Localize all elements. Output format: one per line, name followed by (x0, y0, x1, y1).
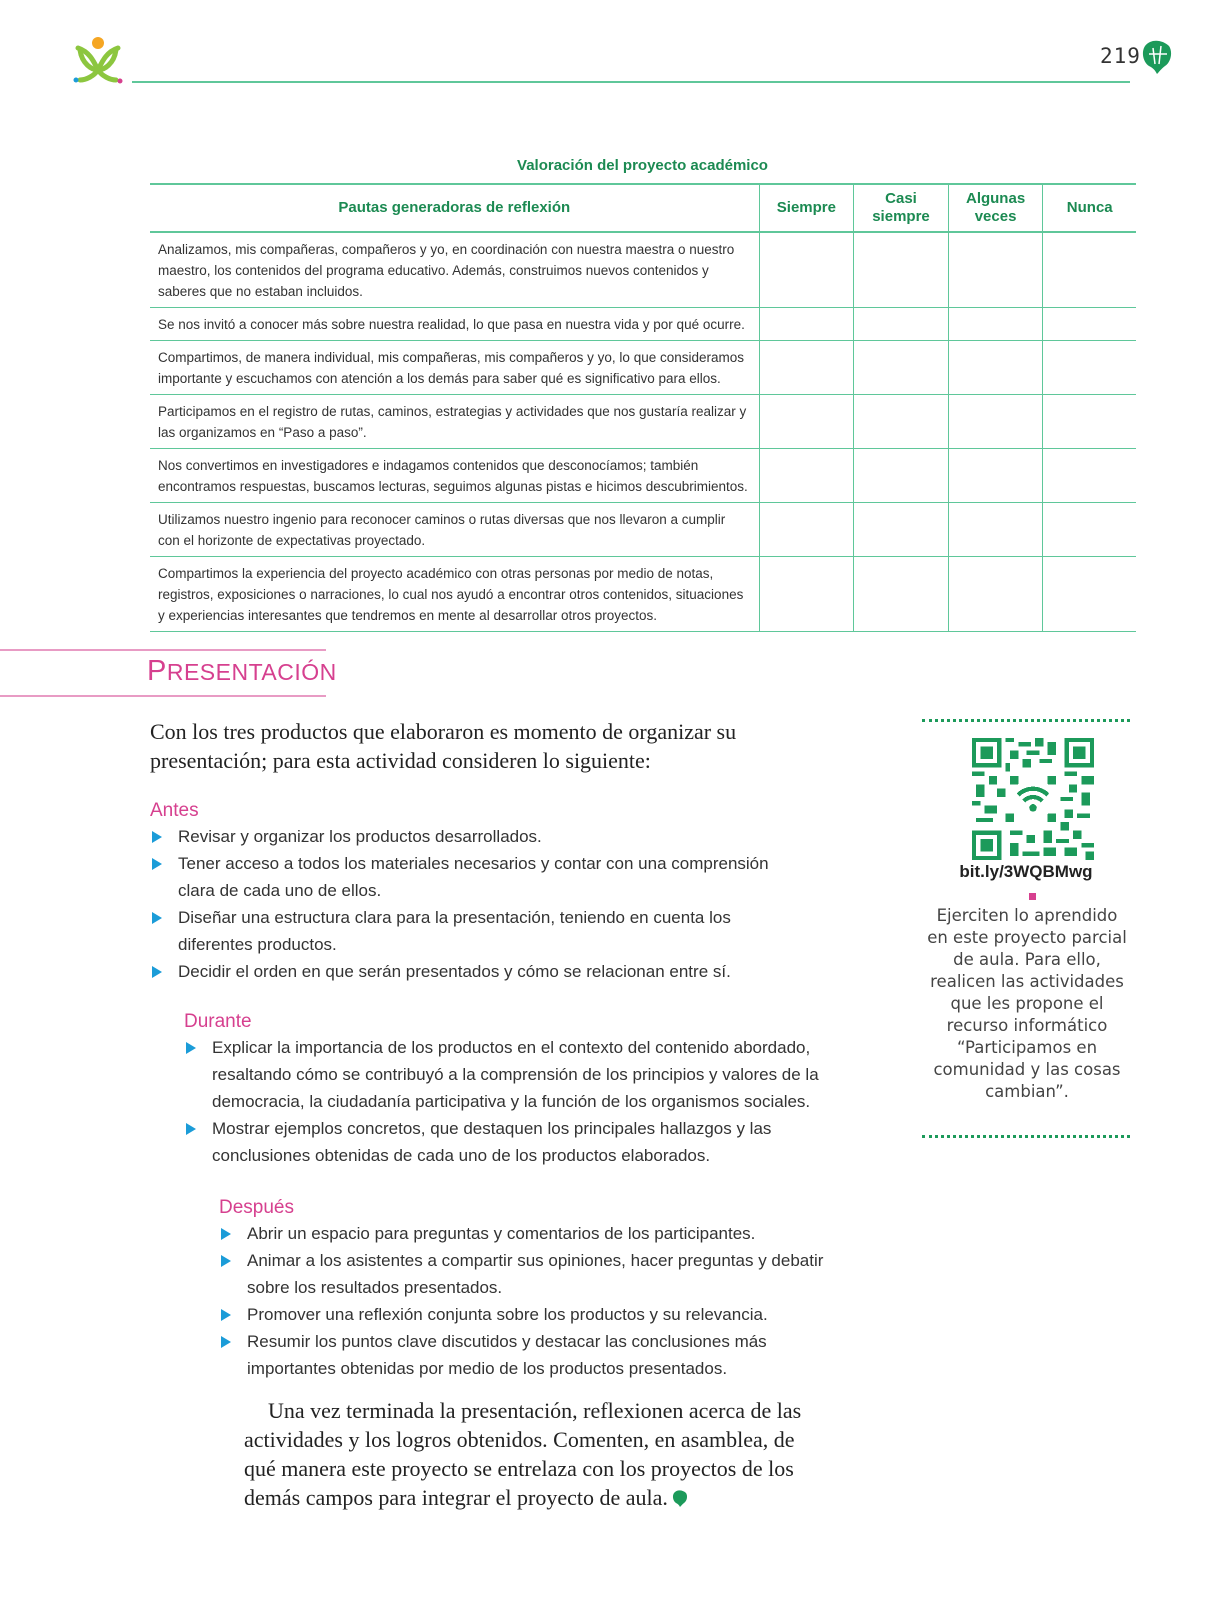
list-item-text: Tener acceso a todos los materiales necesarios y contar con una comprensión clara de cada uno de ellos. (178, 854, 769, 900)
list-item (150, 823, 770, 850)
despues-heading: Después (219, 1197, 294, 1218)
bullet-triangle-icon (221, 1255, 231, 1267)
antes-heading: Antes (150, 800, 199, 821)
antes-list (150, 823, 770, 985)
list-item (150, 958, 770, 985)
page-number: 219 (1100, 44, 1141, 68)
table-row (150, 503, 1136, 557)
siempre-cell[interactable] (759, 308, 854, 341)
bullet-triangle-icon (186, 1123, 196, 1135)
table-row (150, 308, 1136, 341)
criteria-cell: Analizamos, mis compañeras, compañeros y yo, en coordinación con nuestra maestra o nuestro maestro, los contenidos del programa educativo. Además, construimos nuevos contenidos y saberes que no estaban incluidos. (150, 232, 759, 308)
list-item (219, 1328, 859, 1382)
list-item (219, 1220, 859, 1247)
intro-paragraph: Con los tres productos que elaboraron es momento de organizar su presentación; para esta actividad consideren lo siguiente: (150, 719, 737, 773)
table-row (150, 341, 1136, 395)
casi-siempre-cell[interactable] (854, 503, 949, 557)
bullet-triangle-icon (221, 1309, 231, 1321)
list-item (150, 904, 770, 958)
criteria-cell: Utilizamos nuestro ingenio para reconocer caminos o rutas diversas que nos llevaron a cumplir con el horizonte de expectativas proyectado. (150, 503, 759, 557)
list-item (150, 850, 770, 904)
list-item-text: Promover una reflexión conjunta sobre los productos y su relevancia. (247, 1305, 768, 1324)
bullet-triangle-icon (221, 1228, 231, 1240)
criteria-cell: Compartimos, de manera individual, mis compañeras, mis compañeros y yo, lo que consideramos importante y escuchamos con atención a los demás para saber qué es significativo para ellos. (150, 341, 759, 395)
header-algunas-1: Algunas (965, 190, 1026, 207)
siempre-cell[interactable] (759, 395, 854, 449)
durante-list (184, 1034, 864, 1169)
siempre-cell[interactable] (759, 503, 854, 557)
sidebar-dotted-rule-bottom (922, 1135, 1130, 1138)
list-item (184, 1034, 864, 1115)
nunca-cell[interactable] (1043, 308, 1136, 341)
casi-siempre-cell[interactable] (854, 557, 949, 632)
algunas-veces-cell[interactable] (948, 341, 1043, 395)
list-item-text: Explicar la importancia de los productos en el contexto del contenido abordado, resaltando cómo se contribuyó a la comprensión de los principios y valores de la democracia, la ciudadanía participativa y la función de los organismos sociales. (212, 1038, 819, 1111)
header-casi-1: Casi (885, 190, 917, 207)
casi-siempre-cell[interactable] (854, 341, 949, 395)
bullet-triangle-icon (152, 912, 162, 924)
table-title: Valoración del proyecto académico (517, 157, 768, 174)
siempre-cell[interactable] (759, 232, 854, 308)
nunca-cell[interactable] (1043, 232, 1136, 308)
nunca-cell[interactable] (1043, 341, 1136, 395)
nunca-cell[interactable] (1043, 557, 1136, 632)
list-item-text: Decidir el orden en que serán presentados y cómo se relacionan entre sí. (178, 962, 731, 981)
list-item-text: Diseñar una estructura clara para la presentación, teniendo en cuenta los diferentes productos. (178, 908, 731, 954)
nunca-cell[interactable] (1043, 503, 1136, 557)
bullet-triangle-icon (221, 1336, 231, 1348)
header-casi-siempre (854, 184, 949, 232)
criteria-cell: Participamos en el registro de rutas, caminos, estrategias y actividades que nos gustaría realizar y las organizamos en “Paso a paso”. (150, 395, 759, 449)
table-row (150, 395, 1136, 449)
green-leaf-icon (672, 1489, 688, 1507)
section-rule-top (0, 649, 326, 651)
table-row (150, 449, 1136, 503)
list-item-text: Animar a los asistentes a compartir sus opiniones, hacer preguntas y debatir sobre los resultados presentados. (247, 1251, 824, 1297)
criteria-cell: Se nos invitó a conocer más sobre nuestra realidad, lo que pasa en nuestra vida y por qué ocurre. (150, 308, 759, 341)
nunca-cell[interactable] (1043, 449, 1136, 503)
nunca-cell[interactable] (1043, 395, 1136, 449)
bullet-triangle-icon (152, 831, 162, 843)
section-title-initial: P (147, 655, 167, 687)
casi-siempre-cell[interactable] (854, 308, 949, 341)
resource-link[interactable]: bit.ly/3WQBMwg (959, 862, 1093, 881)
header-algunas-2: veces (974, 208, 1017, 225)
criteria-cell: Nos convertimos en investigadores e indagamos contenidos que desconocíamos; también encontramos respuestas, buscamos lecturas, seguimos algunas pistas e hicimos descubrimientos. (150, 449, 759, 503)
sidebar-text: Ejerciten lo aprendido en este proyecto parcial de aula. Para ello, realicen las actividades que les propone el recurso informático “Participamos en comunidad y las cosas cambian”. (927, 906, 1127, 1101)
algunas-veces-cell[interactable] (948, 557, 1043, 632)
header-siempre: Siempre (759, 184, 854, 232)
list-item (219, 1247, 859, 1301)
header-nunca: Nunca (1043, 184, 1136, 232)
table-row (150, 557, 1136, 632)
qr-code-icon[interactable] (972, 738, 1094, 860)
list-item-text: Resumir los puntos clave discutidos y destacar las conclusiones más importantes obtenidas por medio de los productos presentados. (247, 1332, 767, 1378)
closing-text: Una vez terminada la presentación, reflexionen acerca de las actividades y los logros obtenidos. Comenten, en asamblea, de qué manera este proyecto se entrelaza con los proyectos de los demás campos para integrar el proyecto de aula. (244, 1398, 802, 1510)
green-leaf-icon (1141, 38, 1173, 74)
sidebar-dotted-rule-top (922, 719, 1130, 722)
section-title (147, 655, 337, 688)
casi-siempre-cell[interactable] (854, 395, 949, 449)
header-rule (132, 81, 1130, 83)
criteria-cell: Compartimos la experiencia del proyecto académico con otras personas por medio de notas, registros, exposiciones o narraciones, lo cual nos ayudó a encontrar otros contenidos, situaciones y experiencias interesantes que tendremos en mente al desarrollar otros proyectos. (150, 557, 759, 632)
siempre-cell[interactable] (759, 449, 854, 503)
siempre-cell[interactable] (759, 341, 854, 395)
algunas-veces-cell[interactable] (948, 449, 1043, 503)
list-item (219, 1301, 859, 1328)
casi-siempre-cell[interactable] (854, 449, 949, 503)
bullet-triangle-icon (152, 966, 162, 978)
list-item (184, 1115, 864, 1169)
list-item-text: Mostrar ejemplos concretos, que destaquen los principales hallazgos y las conclusiones obtenidas de cada uno de los productos elaborados. (212, 1119, 772, 1165)
evaluation-table (150, 183, 1136, 632)
algunas-veces-cell[interactable] (948, 232, 1043, 308)
algunas-veces-cell[interactable] (948, 503, 1043, 557)
casi-siempre-cell[interactable] (854, 232, 949, 308)
closing-paragraph (244, 1396, 830, 1512)
despues-list (219, 1220, 859, 1382)
header-algunas-veces (948, 184, 1043, 232)
flower-logo-icon (72, 34, 128, 86)
table-header-row (150, 184, 1136, 232)
siempre-cell[interactable] (759, 557, 854, 632)
bullet-triangle-icon (186, 1042, 196, 1054)
header-casi-2: siempre (872, 208, 930, 225)
table-row (150, 232, 1136, 308)
section-rule-bottom (0, 695, 326, 697)
durante-heading: Durante (184, 1011, 252, 1032)
algunas-veces-cell[interactable] (948, 308, 1043, 341)
pink-square-marker (1029, 893, 1036, 900)
list-item-text: Abrir un espacio para preguntas y comentarios de los participantes. (247, 1224, 756, 1243)
section-title-rest: RESENTACIÓN (166, 659, 337, 685)
algunas-veces-cell[interactable] (948, 395, 1043, 449)
list-item-text: Revisar y organizar los productos desarrollados. (178, 827, 542, 846)
header-criteria: Pautas generadoras de reflexión (150, 184, 759, 232)
bullet-triangle-icon (152, 858, 162, 870)
